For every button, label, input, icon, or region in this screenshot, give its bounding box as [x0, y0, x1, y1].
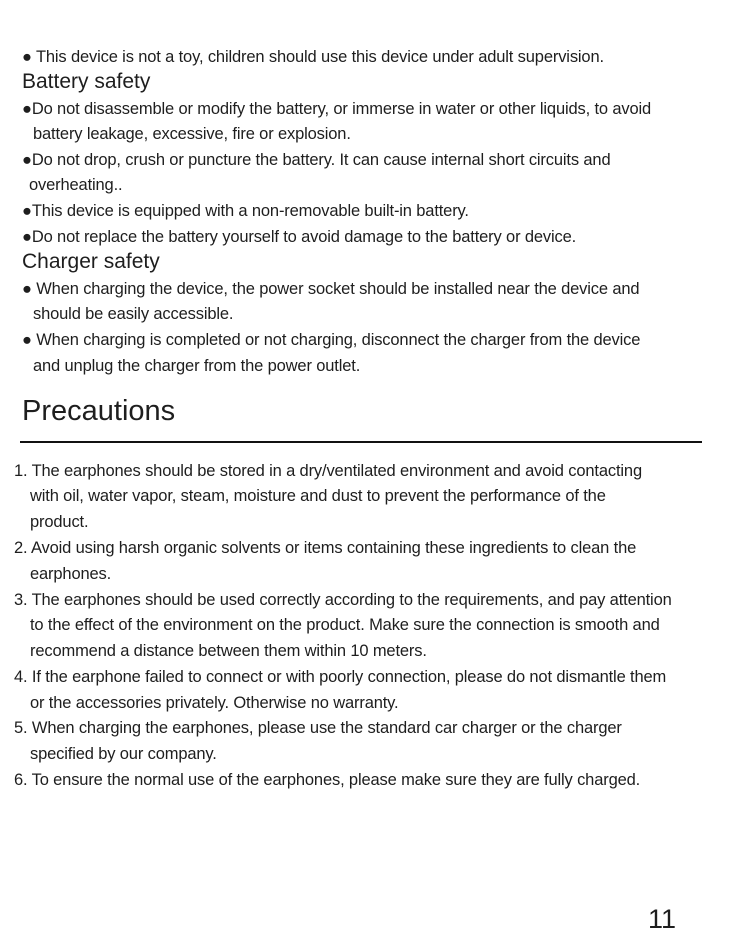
page-number: 11 [648, 904, 677, 934]
precaution-line: 1. The earphones should be stored in a dry/ventilated environment and avoid contacting [14, 462, 642, 480]
precaution-line: 3. The earphones should be used correctly according to the requirements, and pay attention [14, 591, 672, 609]
precaution-line: recommend a distance between them within 10 meters. [30, 642, 427, 660]
battery-item-line: ●Do not drop, crush or puncture the battery. It can cause internal short circuits and [22, 151, 611, 169]
battery-safety-heading: Battery safety [22, 70, 151, 93]
battery-item-line: battery leakage, excessive, fire or explosion. [33, 125, 351, 143]
battery-item-line: overheating.. [29, 176, 123, 194]
precaution-line: to the effect of the environment on the product. Make sure the connection is smooth and [30, 616, 660, 634]
precaution-line: specified by our company. [30, 745, 217, 763]
precaution-line: 6. To ensure the normal use of the earphones, please make sure they are fully charged. [14, 771, 641, 789]
charger-safety-heading: Charger safety [22, 250, 160, 273]
precaution-line: product. [30, 513, 89, 531]
battery-item-line: ●This device is equipped with a non-removable built-in battery. [22, 202, 469, 220]
charger-item-line: ● When charging is completed or not charging, disconnect the charger from the device [22, 331, 641, 349]
precautions-heading: Precautions [22, 395, 176, 427]
precaution-line: 4. If the earphone failed to connect or with poorly connection, please do not dismantle them [14, 668, 667, 686]
precaution-line: 5. When charging the earphones, please use the standard car charger or the charger [14, 719, 622, 737]
battery-item-line: ●Do not replace the battery yourself to avoid damage to the battery or device. [22, 228, 577, 246]
precaution-line: 2. Avoid using harsh organic solvents or items containing these ingredients to clean the [14, 539, 637, 557]
precaution-line: earphones. [30, 565, 112, 583]
section-divider [20, 441, 702, 443]
battery-item-line: ●Do not disassemble or modify the battery, or immerse in water or other liquids, to avoid [22, 100, 652, 118]
precaution-line: with oil, water vapor, steam, moisture and dust to prevent the performance of the [30, 487, 606, 505]
precaution-line: or the accessories privately. Otherwise no warranty. [30, 694, 399, 712]
charger-item-line: ● When charging the device, the power socket should be installed near the device and [22, 280, 640, 298]
intro-safety-note: ● This device is not a toy, children should use this device under adult supervision. [22, 48, 604, 66]
charger-item-line: should be easily accessible. [33, 305, 234, 323]
charger-item-line: and unplug the charger from the power outlet. [33, 357, 361, 375]
